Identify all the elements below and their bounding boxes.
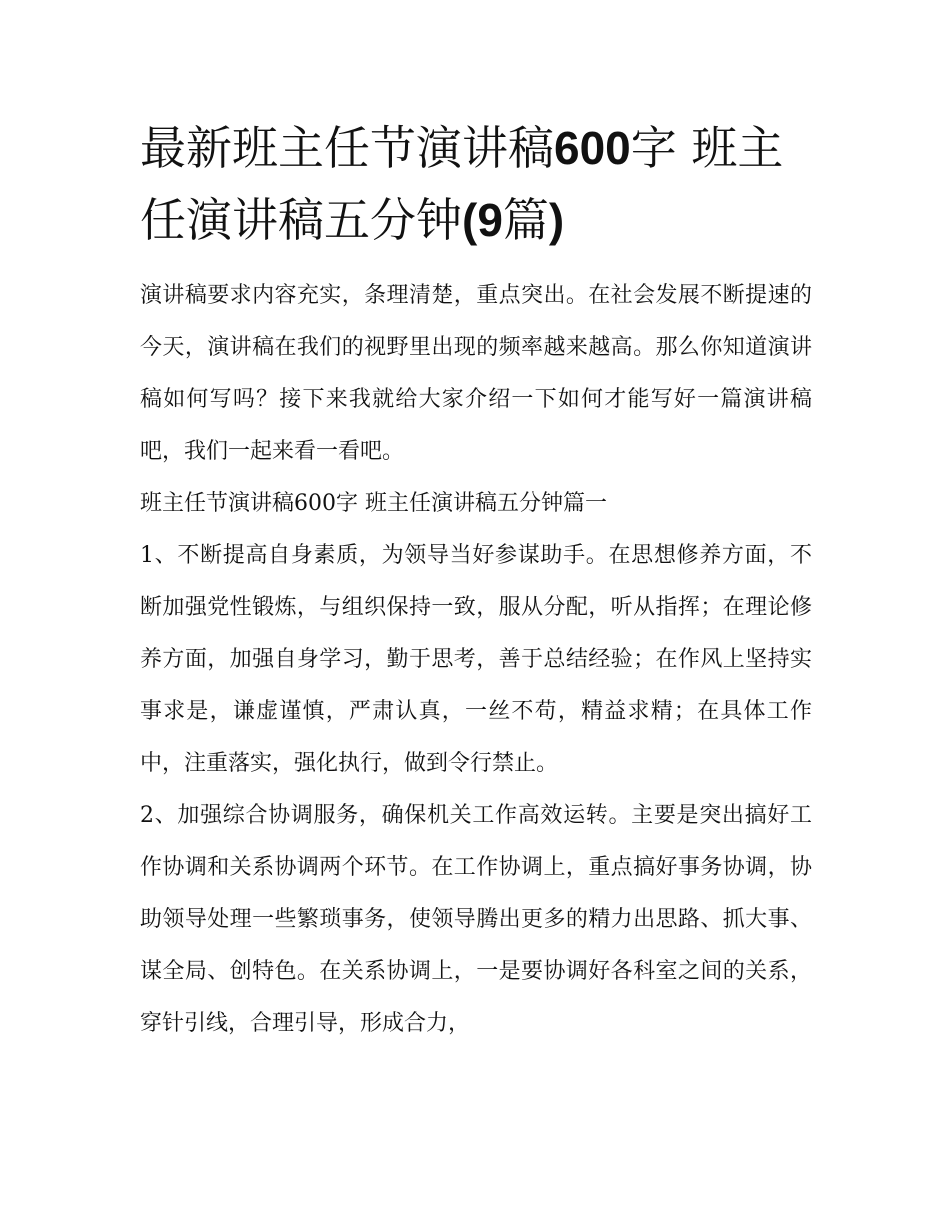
intro-paragraph: 演讲稿要求内容充实，条理清楚，重点突出。在社会发展不断提速的今天，演讲稿在我们的视野里出现的频率越来越高。那么你知道演讲稿如何写吗？接下来我就给大家介绍一下如何才能写好一篇演讲稿吧，我们一起来看一看吧。 (140, 283, 812, 464)
title-part1: 最新班主任节演讲稿 (140, 121, 554, 175)
title-close: ) (548, 194, 565, 246)
section-heading: 班主任节演讲稿600字 班主任演讲稿五分钟篇一 (140, 491, 607, 516)
title-part2: 字 班主任演讲稿五分钟 (140, 121, 784, 247)
point-2-paragraph: 2、加强综合协调服务，确保机关工作高效运转。主要是突出搞好工作协调和关系协调两个环节。在工作协调上，重点搞好事务协调，协助领导处理一些繁琐事务，使领导腾出更多的精力出思路、抓大事、谋全局、创特色。在关系协调上，一是要协调好各科室之间的关系，穿针引线，合理引导，形成合力， (140, 803, 812, 1036)
title-paren: (9 (462, 194, 503, 246)
point-1-paragraph: 1、不断提高自身素质，为领导当好参谋助手。在思想修养方面，不断加强党性锻炼，与组织保持一致，服从分配，听从指挥；在理论修养方面，加强自身学习，勤于思考，善于总结经验；在作风上坚持实事求是，谦虚谨慎，严肃认真，一丝不苟，精益求精；在具体工作中，注重落实，强化执行，做到令行禁止。 (140, 543, 812, 776)
document-title (140, 112, 812, 256)
document-body (140, 112, 812, 1050)
title-part3: 篇 (502, 193, 549, 247)
title-number: 600 (554, 122, 631, 174)
